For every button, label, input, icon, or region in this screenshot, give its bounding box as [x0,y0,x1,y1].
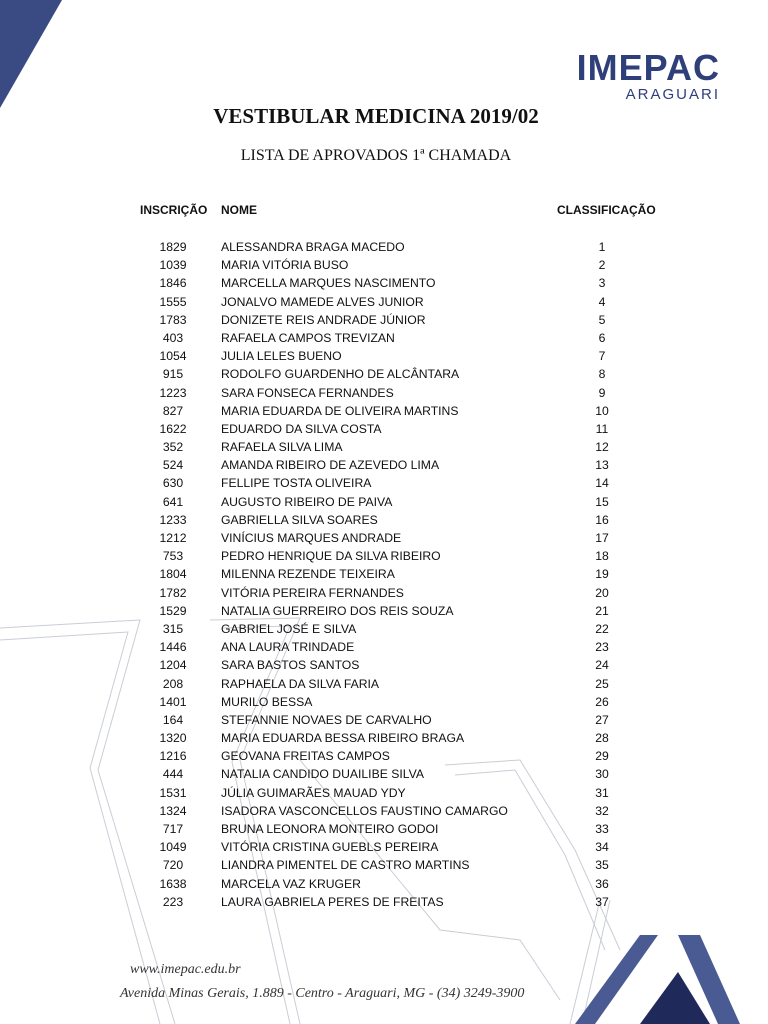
cell-nome: PEDRO HENRIQUE DA SILVA RIBEIRO [221,549,441,564]
cell-classificacao: 31 [595,785,609,800]
cell-classificacao: 2 [598,258,606,273]
cell-inscricao: 1212 [159,531,187,545]
cell-inscricao: 315 [162,621,184,636]
corner-accent-top-left [0,0,70,110]
cell-classificacao: 23 [595,640,609,655]
cell-nome: FELLIPE TOSTA OLIVEIRA [221,476,372,491]
table-row [0,784,768,802]
table-row [0,875,768,893]
table-row [0,620,768,638]
cell-nome: MILENNA REZENDE TEIXEIRA [221,567,395,582]
cell-inscricao: 223 [162,894,184,909]
cell-nome: GABRIELLA SILVA SOARES [221,512,378,527]
table-row [0,765,768,783]
cell-nome: MARIA VITÓRIA BUSO [221,258,349,273]
cell-inscricao: 1555 [159,294,187,309]
cell-classificacao: 13 [595,458,609,473]
table-row [0,347,768,365]
cell-classificacao: 36 [595,876,609,891]
table-row [0,256,768,274]
table-row [0,474,768,492]
column-header-inscricao: INSCRIÇÃO [140,203,208,217]
cell-inscricao: 1054 [159,349,187,364]
approved-list [0,238,768,911]
cell-inscricao: 1638 [159,876,187,891]
table-row [0,638,768,656]
cell-classificacao: 27 [595,712,609,727]
cell-classificacao: 33 [595,822,609,836]
cell-nome: RAFAELA CAMPOS TREVIZAN [221,330,395,345]
cell-nome: NATALIA CANDIDO DUAILIBE SILVA [221,767,424,782]
cell-inscricao: 444 [162,767,184,782]
cell-classificacao: 15 [595,494,609,509]
logo-subtitle: ARAGUARI [625,86,720,103]
cell-classificacao: 12 [595,440,609,455]
cell-nome: SARA FONSECA FERNANDES [221,385,394,400]
cell-classificacao: 21 [595,603,609,618]
imepac-logo [576,47,720,103]
table-row [0,311,768,329]
cell-inscricao: 1446 [159,640,187,655]
cell-inscricao: 915 [162,367,184,382]
table-row [0,584,768,602]
cell-classificacao: 1 [598,240,606,254]
table-row [0,493,768,511]
cell-nome: VINÍCIUS MARQUES ANDRADE [221,531,402,545]
cell-classificacao: 9 [598,385,606,400]
cell-inscricao: 164 [162,712,184,727]
cell-classificacao: 34 [595,840,609,855]
cell-nome: MARIA EDUARDA DE OLIVEIRA MARTINS [221,403,459,418]
cell-nome: RAPHAELA DA SILVA FARIA [221,676,380,691]
table-row [0,402,768,420]
cell-classificacao: 17 [595,531,609,545]
cell-nome: GABRIEL JOSÉ E SILVA [221,621,357,636]
cell-inscricao: 1829 [159,240,187,254]
cell-nome: JÚLIA GUIMARÃES MAUAD YDY [221,785,406,800]
table-row [0,893,768,911]
table-row [0,747,768,765]
table-row [0,711,768,729]
cell-nome: ALESSANDRA BRAGA MACEDO [221,240,405,254]
logo-wordmark: IMEPAC [576,47,720,88]
cell-inscricao: 352 [162,440,184,455]
cell-inscricao: 1401 [159,694,187,709]
cell-classificacao: 8 [598,367,606,382]
cell-nome: MARCELA VAZ KRUGER [221,876,361,891]
cell-inscricao: 1233 [159,512,187,527]
cell-classificacao: 22 [595,621,609,636]
cell-classificacao: 32 [595,803,609,818]
cell-classificacao: 3 [598,276,606,291]
table-row [0,456,768,474]
cell-inscricao: 1204 [159,658,187,673]
cell-classificacao: 35 [595,858,609,873]
table-row [0,365,768,383]
cell-nome: GEOVANA FREITAS CAMPOS [221,749,390,764]
table-row [0,565,768,583]
cell-nome: JONALVO MAMEDE ALVES JUNIOR [221,294,424,309]
cell-nome: RODOLFO GUARDENHO DE ALCÂNTARA [221,367,460,382]
cell-nome: LIANDRA PIMENTEL DE CASTRO MARTINS [221,858,470,873]
cell-inscricao: 630 [162,476,184,491]
table-row [0,329,768,347]
cell-inscricao: 827 [162,403,184,418]
cell-nome: AUGUSTO RIBEIRO DE PAIVA [221,494,393,509]
cell-inscricao: 1531 [159,785,187,800]
cell-nome: AMANDA RIBEIRO DE AZEVEDO LIMA [221,458,440,473]
cell-inscricao: 1039 [159,258,187,273]
table-row [0,420,768,438]
cell-classificacao: 25 [595,676,609,691]
cell-classificacao: 16 [595,512,609,527]
page-subtitle: LISTA DE APROVADOS 1ª CHAMADA [240,147,512,164]
cell-nome: VITÓRIA PEREIRA FERNANDES [221,585,404,600]
cell-inscricao: 1049 [159,840,187,855]
cell-classificacao: 20 [595,585,609,600]
cell-classificacao: 19 [595,567,609,582]
cell-inscricao: 1622 [159,421,187,436]
table-row [0,602,768,620]
cell-nome: SARA BASTOS SANTOS [221,658,360,673]
table-row [0,293,768,311]
cell-nome: ANA LAURA TRINDADE [221,640,355,655]
cell-nome: RAFAELA SILVA LIMA [221,440,343,455]
cell-inscricao: 1529 [159,603,187,618]
table-row [0,529,768,547]
cell-nome: EDUARDO DA SILVA COSTA [221,421,382,436]
cell-nome: BRUNA LEONORA MONTEIRO GODOI [221,822,439,836]
footer-url: www.imepac.edu.br [130,962,241,977]
cell-inscricao: 753 [162,549,184,564]
cell-classificacao: 7 [598,349,606,364]
cell-classificacao: 37 [595,894,609,909]
table-row [0,838,768,856]
table-row [0,820,768,838]
footer-address: Avenida Minas Gerais, 1.889 - Centro - Araguari, MG - (34) 3249-3900 [120,986,525,1001]
cell-inscricao: 1783 [159,312,187,327]
cell-classificacao: 18 [595,549,609,564]
table-row [0,547,768,565]
cell-nome: ISADORA VASCONCELLOS FAUSTINO CAMARGO [221,803,508,818]
cell-nome: VITÓRIA CRISTINA GUEBLS PEREIRA [221,840,439,855]
table-row [0,729,768,747]
cell-nome: NATALIA GUERREIRO DOS REIS SOUZA [221,603,454,618]
table-row [0,656,768,674]
page-title: VESTIBULAR MEDICINA 2019/02 [213,104,539,128]
table-row [0,675,768,693]
table-row [0,384,768,402]
cell-classificacao: 24 [595,658,609,673]
cell-classificacao: 6 [598,330,606,345]
table-row [0,438,768,456]
cell-inscricao: 1804 [159,567,187,582]
cell-inscricao: 717 [162,822,184,836]
cell-nome: JULIA LELES BUENO [221,349,342,364]
cell-classificacao: 10 [595,403,609,418]
cell-classificacao: 29 [595,749,609,764]
cell-inscricao: 403 [162,330,184,345]
table-row [0,802,768,820]
cell-nome: LAURA GABRIELA PERES DE FREITAS [221,894,444,909]
cell-classificacao: 30 [595,767,609,782]
cell-inscricao: 1223 [159,385,187,400]
cell-inscricao: 1320 [159,731,187,746]
cell-nome: STEFANNIE NOVAES DE CARVALHO [221,712,432,727]
cell-classificacao: 26 [595,694,609,709]
cell-inscricao: 1846 [159,276,187,291]
cell-classificacao: 14 [595,476,609,491]
table-row [0,693,768,711]
cell-inscricao: 641 [162,494,184,509]
cell-inscricao: 1782 [159,585,187,600]
table-row [0,856,768,874]
cell-classificacao: 28 [595,731,609,746]
cell-classificacao: 5 [598,312,606,327]
cell-classificacao: 4 [598,294,606,309]
cell-inscricao: 1216 [159,749,187,764]
cell-nome: MURILO BESSA [221,694,313,709]
column-header-nome: NOME [221,203,257,217]
cell-inscricao: 1324 [159,803,187,818]
cell-nome: DONIZETE REIS ANDRADE JÚNIOR [221,312,426,327]
table-row [0,511,768,529]
column-header-classificacao: CLASSIFICAÇÃO [557,203,656,217]
cell-inscricao: 524 [162,458,184,473]
cell-inscricao: 720 [162,858,184,873]
cell-nome: MARIA EDUARDA BESSA RIBEIRO BRAGA [221,731,465,746]
table-row [0,238,768,256]
cell-classificacao: 11 [595,421,609,436]
cell-nome: MARCELLA MARQUES NASCIMENTO [221,276,436,291]
table-row [0,274,768,292]
cell-inscricao: 208 [162,676,184,691]
